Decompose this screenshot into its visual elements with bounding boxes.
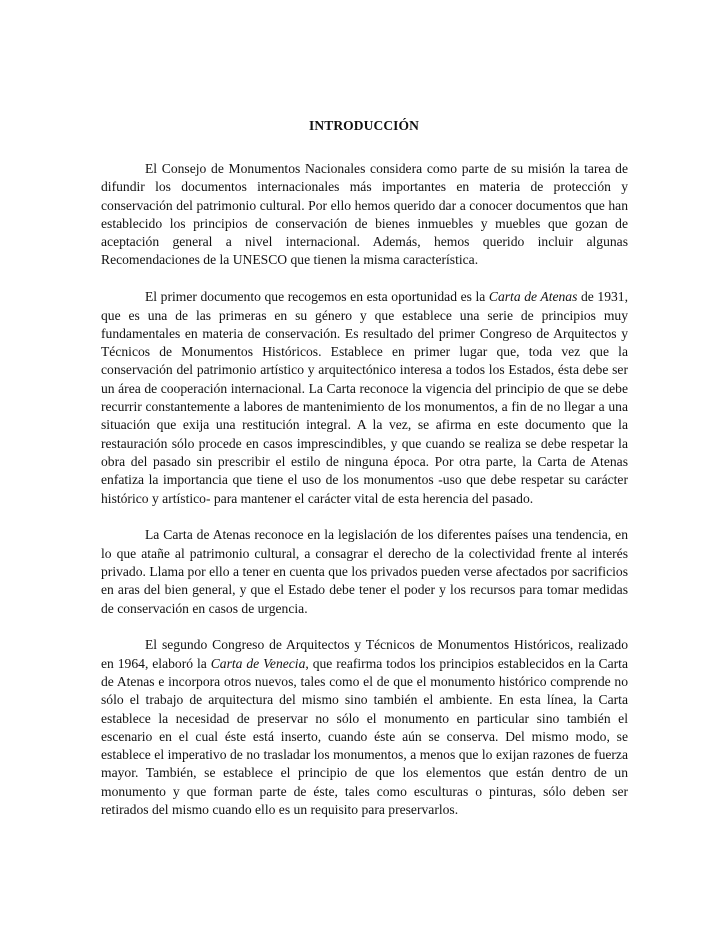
paragraph-text-before: El primer documento que recogemos en esta oportunidad es la <box>145 289 489 305</box>
paragraph-text-after: de 1931, que es una de las primeras en su género y que establece una serie de principios muy fundamentales en materia de conservación. Es resultado del primer Congreso de Arquitectos y Técnicos de Monumentos Históricos. Establece en primer lugar que, toda vez que la conservación del patrimonio artístico y arquitectónico interesa a todos los Estados, ésta debe ser un área de cooperación internacional. La Carta reconoce la vigencia del principio de que se debe recurrir constantemente a labores de mantenimiento de los monumentos, a fin de no llegar a una situación que exija una restitución integral. A la vez, se afirma en este documento que la restauración sólo procede en casos imprescindibles, y que cuando se realiza se debe respetar la obra del pasado sin prescribir el estilo de ninguna época. Por otra parte, la Carta de Atenas enfatiza la importancia que tiene el uso de los monumentos -uso que debe respetar su carácter histórico y artístico- para mantener el carácter vital de esta herencia del pasado. <box>101 289 628 506</box>
emphasis-carta-de-venecia: Carta de Venecia <box>210 655 306 671</box>
paragraph-text-after: , que reafirma todos los principios establecidos en la Carta de Atenas e incorpora otros nuevos, tales como el de que el monumento histórico comprende no sólo el trabajo de arquitectura del mismo sino también el ambiente. En esta línea, la Carta establece la necesidad de preservar no sólo el monumento en particular sino también el escenario en el cual éste está inserto, cuando éste aún se conserva. Del mismo modo, se establece el imperativo de no trasladar los monumentos, a menos que lo exijan razones de fuerza mayor. También, se establece el principio de que los elementos que están dentro de un monumento y que forman parte de éste, tales como esculturas o pinturas, sólo deben ser retirados del mismo cuando ello es un requisito para preservarlos. <box>101 655 628 817</box>
paragraph-intro: El Consejo de Monumentos Nacionales considera como parte de su misión la tarea de difundir los documentos internacionales más importantes en materia de protección y conservación del patrimonio cultural. Por ello hemos querido dar a conocer documentos que han establecido los principios de conservación de bienes inmuebles y muebles que gozan de aceptación general a nivel internacional. Además, hemos querido incluir algunas Recomendaciones de la UNESCO que tienen la misma característica. <box>101 161 628 268</box>
emphasis-carta-de-atenas: Carta de Atenas <box>488 289 578 305</box>
paragraph-text-before: El segundo Congreso de Arquitectos y Técnicos de Monumentos Históricos, realizado en 1964, elaboró la <box>101 637 628 671</box>
paragraph-carta-atenas <box>101 288 628 508</box>
paragraph-carta-venecia <box>101 636 628 819</box>
page-title: INTRODUCCIÓN <box>309 118 419 133</box>
paragraph-legislacion: La Carta de Atenas reconoce en la legislación de los diferentes países una tendencia, en lo que atañe al patrimonio cultural, a consagrar el derecho de la colectividad frente al interés privado. Llama por ello a tener en cuenta que los privados pueden verse afectados por sacrificios en aras del bien general, y que el Estado debe tener el poder y los recursos para tomar medidas de conservación en casos de urgencia. <box>101 527 628 616</box>
document-body <box>101 160 628 838</box>
